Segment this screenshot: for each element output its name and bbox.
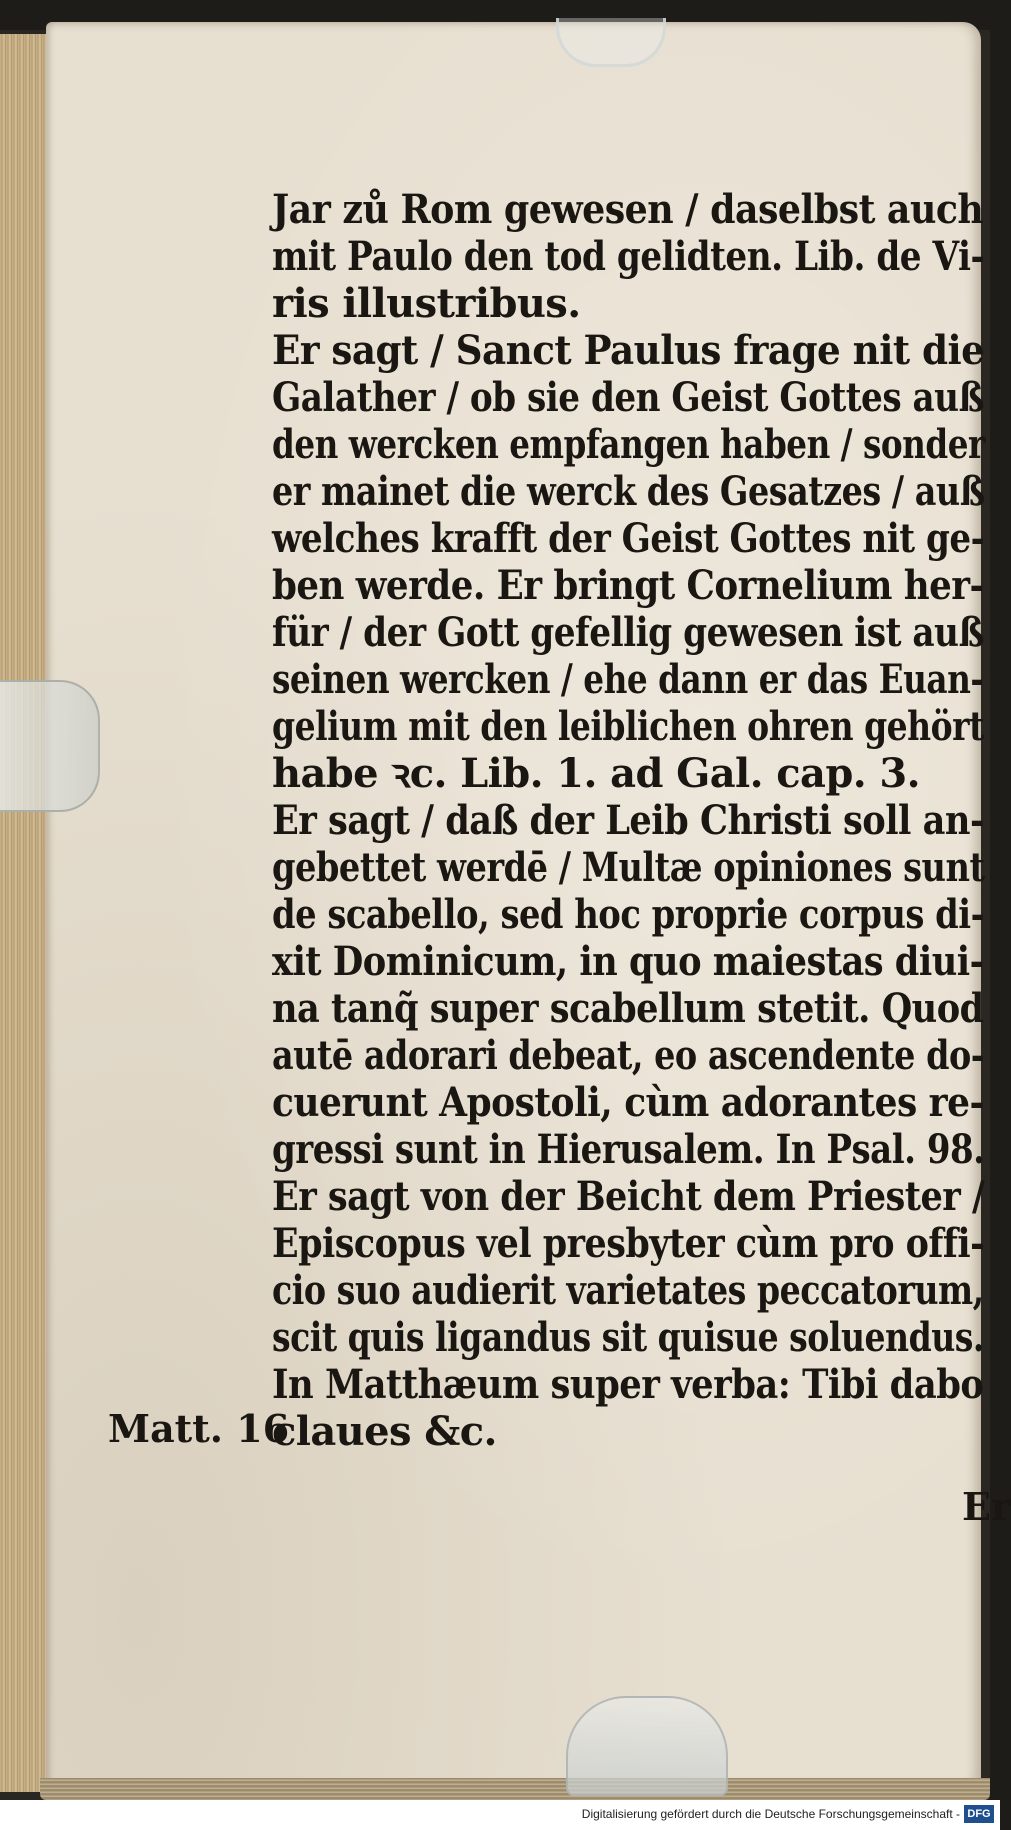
text-line: de scabello, sed hoc proprie corpus di- (272, 891, 985, 938)
text-line: gebettet werdē / Multæ opiniones sunt (272, 844, 985, 891)
text-line: Galather / ob sie den Geist Gottes auß (272, 374, 985, 421)
page-fore-edge (0, 34, 50, 1792)
page-bottom-edge (40, 1778, 990, 1800)
text-line: den wercken empfangen haben / sonder (272, 421, 985, 468)
text-line: mit Paulo den tod gelidten. Lib. de Vi- (272, 233, 985, 280)
text-line: er mainet die werck des Gesatzes / auß (272, 468, 985, 515)
text-line: cio suo audierit varietates peccatorum, (272, 1267, 984, 1314)
margin-reference: Matt. 16 (108, 1406, 290, 1451)
text-line: claues &c. (272, 1408, 497, 1455)
text-line: xit Dominicum, in quo maiestas diui- (272, 938, 984, 985)
text-line: Jar zů Rom gewesen / daselbst auch (272, 186, 984, 233)
text-line: scit quis ligandus sit quisue soluendus. (272, 1314, 984, 1361)
text-line: habe ꝛc. Lib. 1. ad Gal. cap. 3. (272, 750, 920, 797)
text-line: gressi sunt in Hierusalem. In Psal. 98. (272, 1126, 985, 1173)
text-line: welches krafft der Geist Gottes nit ge- (272, 515, 985, 562)
catchword: Er (962, 1484, 1011, 1529)
text-line: na tanq̃ super scabellum stetit. Quod (272, 985, 984, 1032)
dfg-logo: DFG (964, 1805, 994, 1823)
text-line: cuerunt Apostoli, cùm adorantes re- (272, 1079, 984, 1126)
funding-credit: Digitalisierung gefördert durch die Deutsche Forschungsgemeinschaft - (581, 1807, 960, 1821)
text-line: seinen wercken / ehe dann er das Euan- (272, 656, 984, 703)
left-clip (0, 680, 100, 812)
text-line: autē adorari debeat, eo ascendente do- (272, 1032, 985, 1079)
text-line: ben werde. Er bringt Cornelium her- (272, 562, 984, 609)
text-line: In Matthæum super verba: Tibi dabo (272, 1361, 984, 1408)
text-line: gelium mit den leiblichen ohren gehört (272, 703, 984, 750)
text-line: für / der Gott gefellig gewesen ist auß (272, 609, 985, 656)
footer-bar (0, 1800, 1000, 1830)
text-line: Episcopus vel presbyter cùm pro offi- (272, 1220, 985, 1267)
body-text (272, 186, 994, 1455)
bottom-clip (566, 1696, 728, 1796)
text-line: Er sagt / daß der Leib Christi soll an- (272, 797, 985, 844)
text-line: Er sagt / Sanct Paulus frage nit die (272, 327, 985, 374)
text-line: Er sagt von der Beicht dem Priester / (272, 1173, 985, 1220)
text-line: ris illustribus. (272, 280, 581, 327)
